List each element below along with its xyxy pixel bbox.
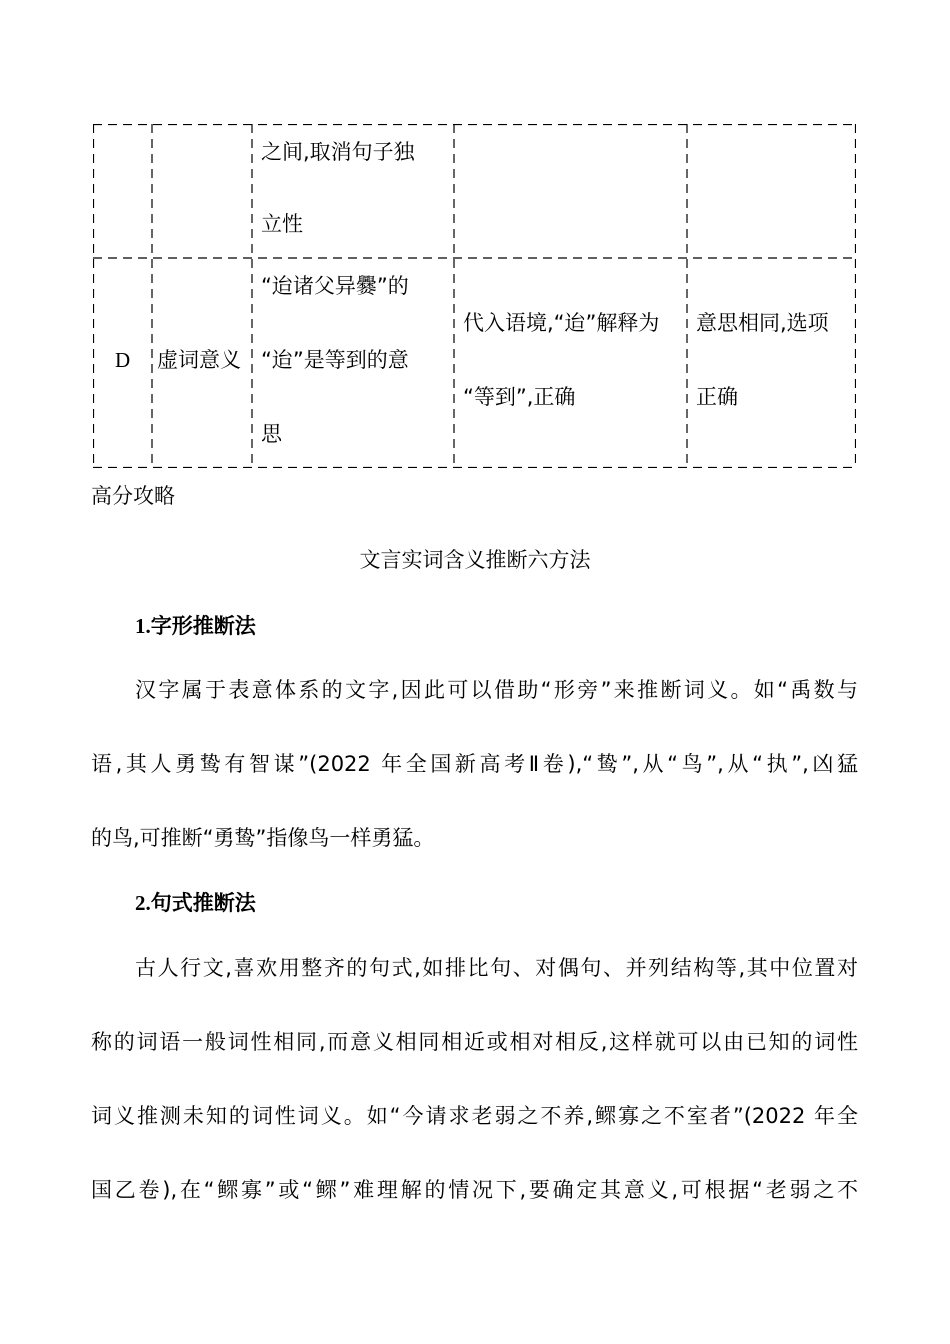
table-row2-col4-line2: “等到”,正确 (463, 385, 576, 409)
section-title: 文言实词含义推断六方法 (359, 548, 591, 572)
table-row2-category: 虚词意义 (157, 348, 241, 372)
table-grid (93, 124, 856, 468)
method1-paragraph-line-1: 汉字属于表意体系的文字,因此可以借助“形旁”来推断词义。如“禹数与 (135, 678, 858, 702)
table-row2-col3-line3: 思 (261, 422, 282, 446)
method1-paragraph-line-2: 语,其人勇鸷有智谋”(2022 年全国新高考Ⅱ卷),“鸷”,从“鸟”,从“执”,凶猛 (91, 752, 858, 776)
table-row1-col3-line1: 之间,取消句子独 (261, 140, 415, 164)
method2-paragraph-line-2: 称的词语一般词性相同,而意义相同相近或相对相反,这样就可以由已知的词性 (91, 1030, 858, 1054)
table-row2-col5-line2: 正确 (696, 385, 738, 409)
table-row2-option: D (115, 348, 131, 372)
method2-heading: 2.句式推断法 (135, 891, 256, 915)
method1-heading: 1.字形推断法 (135, 614, 256, 638)
analysis-table (93, 124, 856, 468)
table-row2-col3-line1: “迨诸父异爨”的 (261, 274, 409, 298)
method2-paragraph-line-3: 词义推测未知的词性词义。如“今请求老弱之不养,鳏寡之不室者”(2022 年全 (91, 1104, 858, 1128)
table-row1-col3-line2: 立性 (261, 212, 303, 236)
table-row2-col5-line1: 意思相同,选项 (696, 311, 829, 335)
table-row2-col3-line2: “迨”是等到的意 (261, 348, 409, 372)
method1-paragraph-line-3: 的鸟,可推断“勇鸷”指像鸟一样勇猛。 (91, 826, 435, 850)
section-label: 高分攻略 (91, 484, 175, 508)
method2-paragraph-line-4: 国乙卷),在“鳏寡”或“鳏”难理解的情况下,要确定其意义,可根据“老弱之不 (91, 1178, 858, 1202)
method2-paragraph-line-1: 古人行文,喜欢用整齐的句式,如排比句、对偶句、并列结构等,其中位置对 (135, 956, 858, 980)
table-row2-col4-line1: 代入语境,“迨”解释为 (463, 311, 660, 335)
